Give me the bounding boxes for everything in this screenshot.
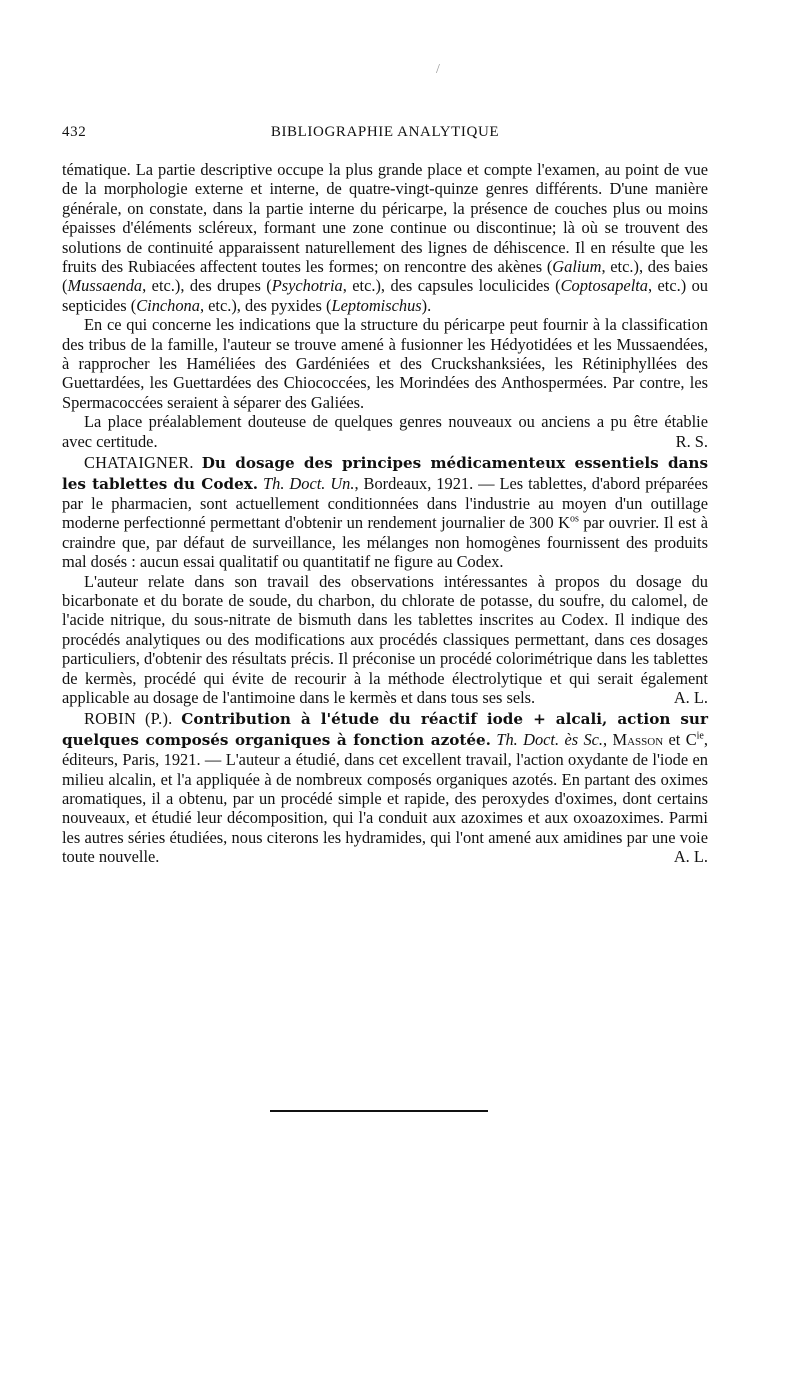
page-body <box>62 160 708 867</box>
running-head: BIBLIOGRAPHIE ANALYTIQUE <box>270 124 500 140</box>
entry-thesis: Th. Doct. Un. <box>263 473 355 493</box>
page <box>62 124 708 867</box>
entry-chataigner: CHATAIGNER. Du dosage des principes médicamenteux essentiels dans les tablettes du Codex. Th. Doct. Un., Bordeaux, 1921. — Les tablettes, d'abord préparées par le pharmacien, sont actuellement conditionnées dans l'industrie au moyen d'un outillage moderne perfectionné permettant d'obtenir un rendement journalier de 300 $K^{os}$ par ouvrier. Il est à craindre que, par défaut de surveillance, les mélanges non homogènes fournissent des produits mal dosés : aucun essai qualitatif ou quantitatif ne figure au Codex. <box>62 453 708 572</box>
signature-rs: R. S. <box>675 431 708 451</box>
entry-author: ROBIN (P.). <box>84 709 173 729</box>
entry-chataigner-paragraph-2: L'auteur relate dans son travail des observations intéressantes à propos du dosage du bicarbonate et du borate de soude, du charbon, du chlorate de potasse, du soufre, du calomel, de l'acide nitrique, du sous-nitrate de bismuth dans les tablettes inscrites au Codex. Il indique des procédés analytiques ou des modifications aux procédés classiques permettant, dans ces dosages particuliers, d'obtenir des résultats précis. Il préconise un procédé colorimétrique dans les tablettes de kermès, procédé qui évite de recourir à la méthode électrolytique et qui serait également applicable au dosage de l'antimoine dans le kermès et dans tous ses sels. A. L. <box>62 571 708 707</box>
entry-author: CHATAIGNER. <box>84 453 194 473</box>
entry-thesis: Th. Doct. ès Sc. <box>496 729 604 749</box>
entry-title: Du dosage des principes médicamenteux essentiels dans les tablettes du Codex. <box>62 454 708 493</box>
entry-title: Contribution à l'étude du réactif iode + alcali, action sur quelques composés organiques à fonction azotée. <box>62 710 708 749</box>
intro-paragraph-3: La place préalablement douteuse de quelques genres nouveaux ou anciens a pu être établie avec certitude. R. S. <box>62 412 708 451</box>
pencil-mark: / <box>436 62 440 77</box>
signature-al-2: A. L. <box>673 847 708 867</box>
page-header <box>62 124 708 146</box>
end-rule <box>270 1110 488 1112</box>
intro-paragraph-1: tématique. La partie descriptive occupe la plus grande place et compte l'examen, au point de vue de la morphologie externe et interne, de quatre-vingt-quinze genres différents. D'une manière générale, on constate, dans la partie interne du péricarpe, la présence de couches plus ou moins épaisses d'éléments scléreux, formant une zone continue ou discontinue; là où se trouvent des solutions de continuité apparaissent naturellement des lignes de déhiscence. Il en résulte que les fruits des Rubiacées affectent toutes les formes; on rencontre des akènes (Galium, etc.), des baies (Mussaenda, etc.), des drupes (Psychotria, etc.), des capsules loculicides (Coptosapelta, etc.) ou septicides (Cinchona, etc.), des pyxides (Leptomischus). <box>62 160 709 315</box>
page-number: 432 <box>62 124 87 140</box>
signature-al-1: A. L. <box>673 687 708 707</box>
entry-robin: ROBIN (P.). Contribution à l'étude du réactif iode + alcali, action sur quelques composés organiques à fonction azotée. Th. Doct. ès Sc., Masson et $C^{ie}$, éditeurs, Paris, 1921. — L'auteur a étudié, dans cet excellent travail, l'action oxydante de l'iode en milieu alcalin, et l'a appliquée à de nombreux composés organiques azotés. En partant des oximes aromatiques, il a obtenu, par un procédé simple et rapide, des peroxydes d'oximes, dont certains nouveaux, et étudié leur décomposition, qui l'a conduit aux azoximes et aux oxoazoximes. Parmi les autres séries étudiées, nous citerons les hydramides, qui l'ont amené aux amidines par une voie toute nouvelle. A. L. <box>62 709 708 867</box>
publisher-name: Masson <box>612 729 664 749</box>
intro-paragraph-2: En ce qui concerne les indications que la structure du péricarpe peut fournir à la classification des tribus de la famille, l'auteur se trouve amené à fusionner les Hédyotidées et les Mussaendées, à rapprocher les Haméliées des Gardéniées et des Cruckshanksiées, les Rétiniphyllées des Guettardées, les Guettardées des Chiococcées, les Morindées des Anthospermées. Par contre, les Spermacoccées seraient à séparer des Galiées. <box>62 315 708 412</box>
